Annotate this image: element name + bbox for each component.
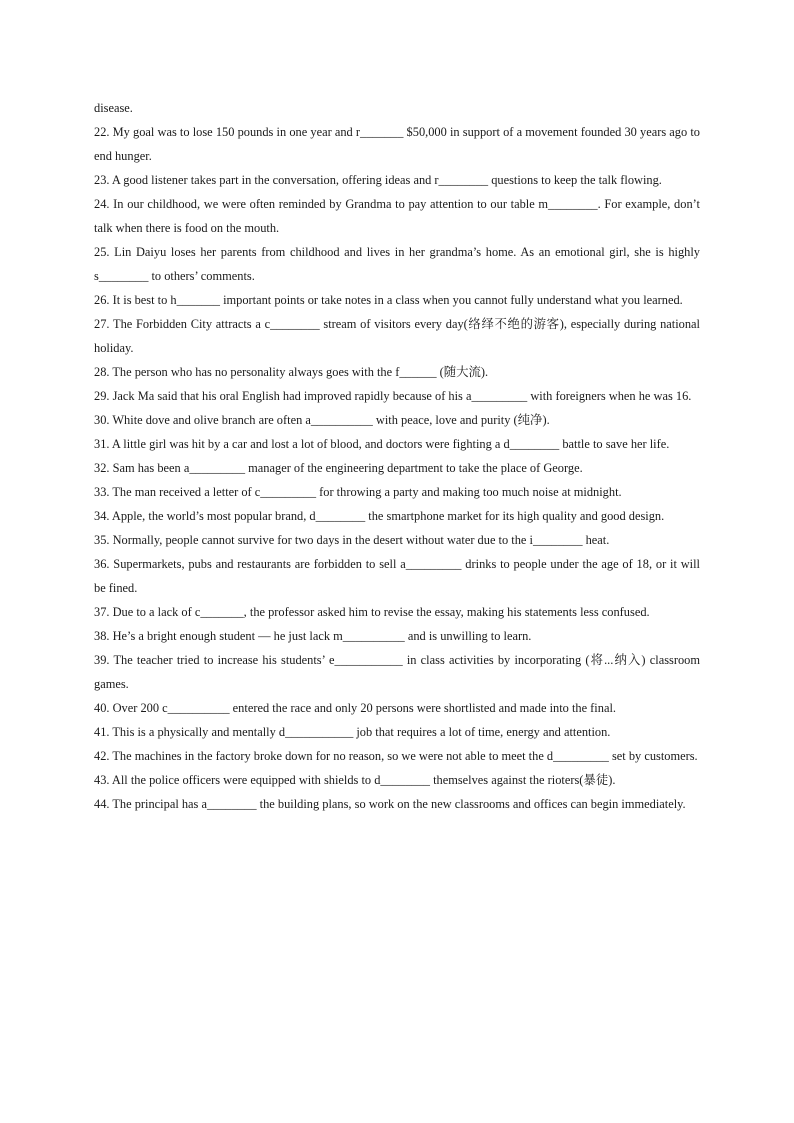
question-36: 36. Supermarkets, pubs and restaurants are forbidden to sell a_________ drinks to people under the age of 18, or it will be fined. (94, 557, 700, 595)
question-38: 38. He’s a bright enough student — he just lack m__________ and is unwilling to learn. (94, 629, 532, 643)
exercise-page (94, 96, 700, 816)
question-34: 34. Apple, the world’s most popular brand, d________ the smartphone market for its high quality and good design. (94, 509, 665, 523)
question-43: 43. All the police officers were equipped with shields to d________ themselves against the rioters(暴徒). (94, 773, 616, 787)
question-37: 37. Due to a lack of c_______, the professor asked him to revise the essay, making his statements less confused. (94, 605, 650, 619)
question-39: 39. The teacher tried to increase his students’ e___________ in class activities by incorporating (将...纳入) classroom games. (94, 653, 700, 691)
question-44: 44. The principal has a________ the building plans, so work on the new classrooms and offices can begin immediately. (94, 797, 686, 811)
question-31: 31. A little girl was hit by a car and lost a lot of blood, and doctors were fighting a d________ battle to save her life. (94, 437, 670, 451)
question-26: 26. It is best to h_______ important points or take notes in a class when you cannot fully understand what you learned. (94, 293, 683, 307)
question-27: 27. The Forbidden City attracts a c________ stream of visitors every day(络绎不绝的游客), especially during national holiday. (94, 317, 700, 355)
question-24: 24. In our childhood, we were often reminded by Grandma to pay attention to our table m________. For example, don’t talk when there is food on the mouth. (94, 197, 700, 235)
question-continuation: disease. (94, 101, 133, 115)
question-42: 42. The machines in the factory broke down for no reason, so we were not able to meet the d_________ set by customers. (94, 749, 698, 763)
question-41: 41. This is a physically and mentally d___________ job that requires a lot of time, energy and attention. (94, 725, 611, 739)
question-30: 30. White dove and olive branch are often a__________ with peace, love and purity (纯净). (94, 413, 550, 427)
question-22: 22. My goal was to lose 150 pounds in one year and r_______ $50,000 in support of a movement founded 30 years ago to end hunger. (94, 125, 700, 163)
question-25: 25. Lin Daiyu loses her parents from childhood and lives in her grandma’s home. As an emotional girl, she is highly s________ to others’ comments. (94, 245, 700, 283)
question-28: 28. The person who has no personality always goes with the f______ (随大流). (94, 365, 489, 379)
question-32: 32. Sam has been a_________ manager of the engineering department to take the place of George. (94, 461, 583, 475)
question-29: 29. Jack Ma said that his oral English had improved rapidly because of his a_________ with foreigners when he was 16. (94, 389, 692, 403)
question-23: 23. A good listener takes part in the conversation, offering ideas and r________ questions to keep the talk flowing. (94, 173, 662, 187)
question-33: 33. The man received a letter of c_________ for throwing a party and making too much noise at midnight. (94, 485, 622, 499)
question-35: 35. Normally, people cannot survive for two days in the desert without water due to the i________ heat. (94, 533, 610, 547)
question-40: 40. Over 200 c__________ entered the race and only 20 persons were shortlisted and made into the final. (94, 701, 616, 715)
